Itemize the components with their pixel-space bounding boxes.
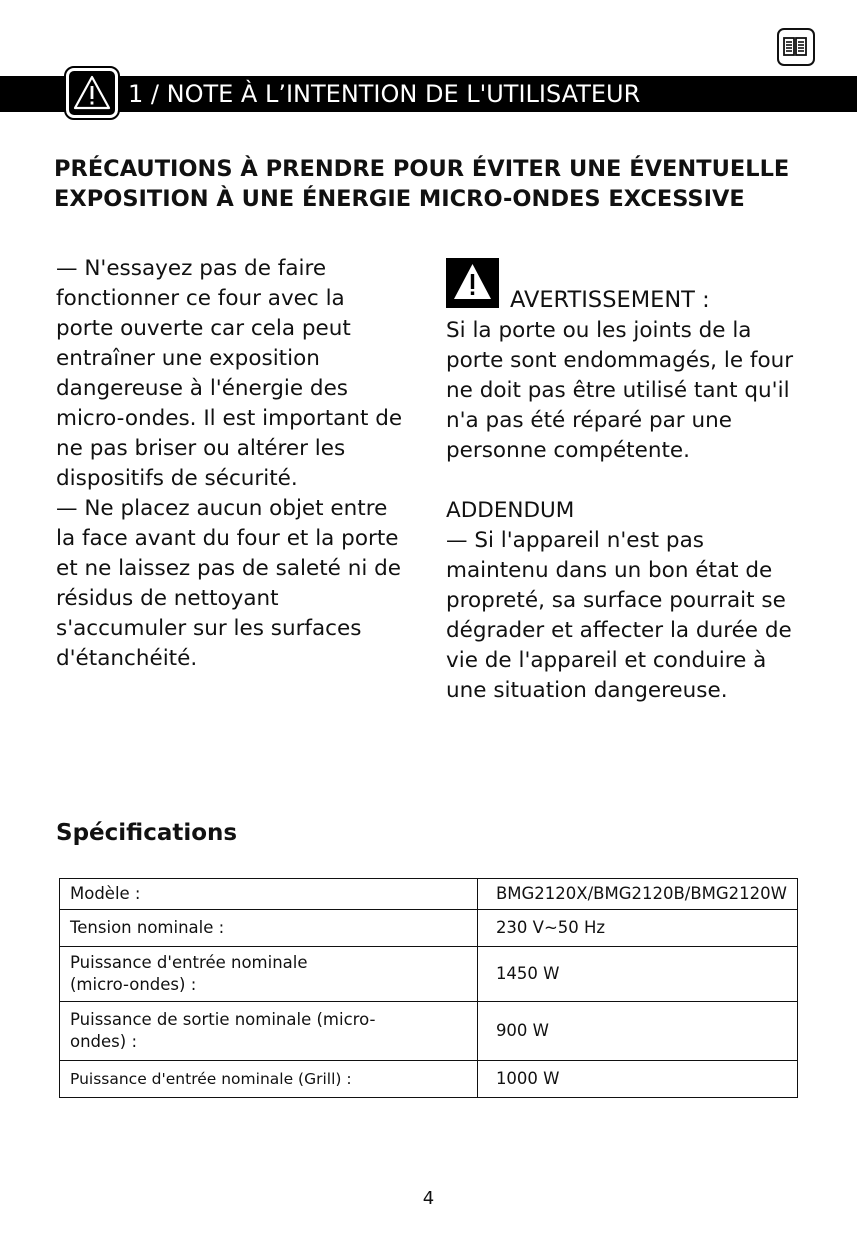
specifications-title: Spécifications <box>56 820 238 846</box>
precaution-paragraph-1: — N'essayez pas de faire fonctionner ce four avec la porte ouverte car cela peut entraîner une exposition dangereuse à l'énergie des micro-ondes. Il est important de ne pas briser ou altérer les dispositifs de sécurité. <box>56 256 403 491</box>
spec-label: Modèle : <box>60 879 478 910</box>
spec-value: 1000 W <box>477 1061 797 1098</box>
warning-label: AVERTISSEMENT : <box>510 287 710 313</box>
spec-value: 1450 W <box>477 947 797 1002</box>
section-title: PRÉCAUTIONS À PRENDRE POUR ÉVITER UNE ÉVENTUELLE EXPOSITION À UNE ÉNERGIE MICRO-ONDES EXCESSIVE <box>54 156 790 212</box>
spec-label: Puissance d'entrée nominale (micro-ondes) : <box>60 947 478 1002</box>
manual-book-icon <box>777 28 815 66</box>
spec-value: BMG2120X/BMG2120B/BMG2120W <box>477 879 797 910</box>
table-row <box>60 910 798 947</box>
warning-triangle-icon <box>66 68 118 118</box>
page-number: 4 <box>422 1188 435 1209</box>
table-row <box>60 947 798 1002</box>
right-column <box>446 316 806 706</box>
spec-label: Tension nominale : <box>60 910 478 947</box>
specifications-table <box>59 878 798 1098</box>
spec-value: 230 V~50 Hz <box>477 910 797 947</box>
warning-icon <box>446 258 499 308</box>
spec-value: 900 W <box>477 1002 797 1061</box>
addendum-text: — Si l'appareil n'est pas maintenu dans un bon état de propreté, sa surface pourrait se dégrader et affecter la durée de vie de l'appareil et conduire à une situation dangereuse. <box>446 528 792 703</box>
chapter-title: 1 / NOTE À L’INTENTION DE L'UTILISATEUR <box>128 80 641 108</box>
precaution-paragraph-2: — Ne placez aucun objet entre la face avant du four et la porte et ne laissez pas de saleté ni de résidus de nettoyant s'accumuler sur les surfaces d'étanchéité. <box>56 496 401 671</box>
table-row <box>60 879 798 910</box>
table-row <box>60 1002 798 1061</box>
left-column <box>56 254 406 674</box>
addendum-title: ADDENDUM <box>446 498 575 523</box>
spec-label: Puissance de sortie nominale (micro-ondes) : <box>60 1002 478 1061</box>
spec-label: Puissance d'entrée nominale (Grill) : <box>60 1061 478 1098</box>
warning-text: Si la porte ou les joints de la porte sont endommagés, le four ne doit pas être utilisé tant qu'il n'a pas été réparé par une personne compétente. <box>446 318 794 463</box>
table-row <box>60 1061 798 1098</box>
